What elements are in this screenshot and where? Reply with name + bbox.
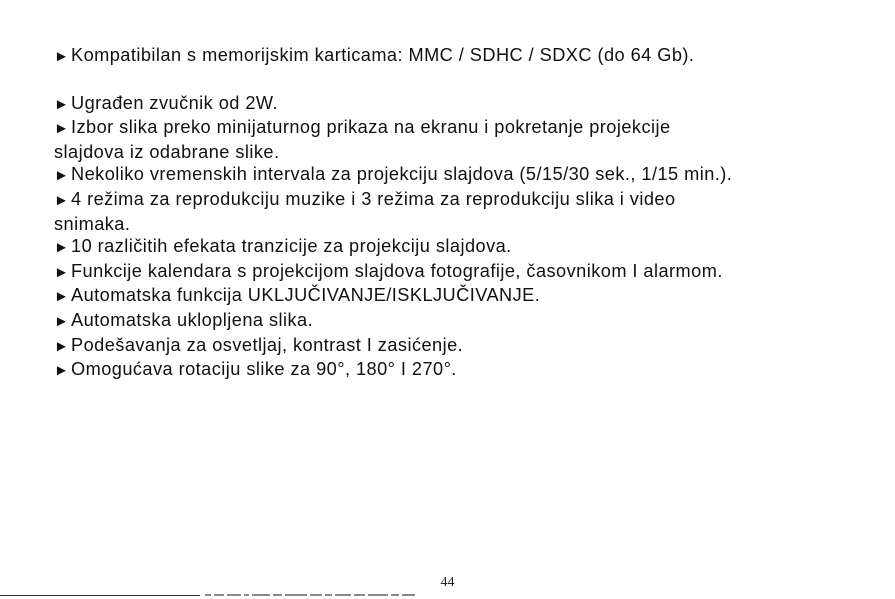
arrow-bullet-icon: ► (54, 288, 69, 306)
arrow-bullet-icon: ► (54, 120, 69, 138)
arrow-bullet-icon: ► (54, 263, 69, 281)
arrow-bullet-icon: ► (54, 95, 69, 113)
feature-item (54, 334, 844, 359)
feature-text: 4 režima za reprodukciju muzike i 3 režima za reprodukciju slika i video snimaka. (54, 188, 676, 234)
feature-item (54, 358, 844, 383)
feature-text: Ugrađen zvučnik od 2W. (71, 92, 279, 113)
feature-text: Podešavanja za osvetljaj, kontrast I zasićenje. (71, 334, 464, 355)
arrow-bullet-icon: ► (54, 167, 69, 185)
feature-item (54, 116, 844, 163)
feature-text: Izbor slika preko minijaturnog prikaza na ekranu i pokretanje projekcije slajdova iz odabrane slike. (54, 117, 671, 162)
feature-item (54, 44, 844, 69)
feature-item (54, 92, 844, 117)
arrow-bullet-icon: ► (54, 191, 69, 209)
arrow-bullet-icon: ► (54, 312, 69, 330)
feature-text: Automatska uklopljena slika. (71, 309, 314, 330)
feature-item (54, 309, 844, 334)
feature-item (54, 260, 844, 285)
page-number: 44 (440, 575, 455, 590)
feature-text: Funkcije kalendara s projekcijom slajdova fotografije, časovnikom I alarmom. (71, 260, 723, 281)
arrow-bullet-icon: ► (54, 239, 69, 257)
feature-text: Automatska funkcija UKLJUČIVANJE/ISKLJUČIVANJE. (71, 285, 541, 306)
arrow-bullet-icon: ► (54, 48, 69, 65)
feature-text: Nekoliko vremenskih intervala za projekciju slajdova (5/15/30 sek., 1/15 min.). (71, 164, 733, 185)
feature-text: Kompatibilan s memorijskim karticama: MMC / SDHC / SDXC (do 64 Gb). (71, 45, 695, 65)
next-page-bleed (205, 594, 645, 598)
feature-item (54, 163, 844, 188)
feature-item (54, 284, 844, 309)
arrow-bullet-icon: ► (54, 362, 69, 380)
feature-item (54, 235, 844, 260)
feature-text: Omogućava rotaciju slike za 90°, 180° I 270°. (71, 359, 457, 380)
footer-rule (0, 595, 200, 596)
feature-text: 10 različitih efekata tranzicije za projekciju slajdova. (71, 236, 512, 257)
arrow-bullet-icon: ► (54, 337, 69, 355)
feature-list (54, 44, 844, 383)
feature-item (54, 188, 844, 235)
